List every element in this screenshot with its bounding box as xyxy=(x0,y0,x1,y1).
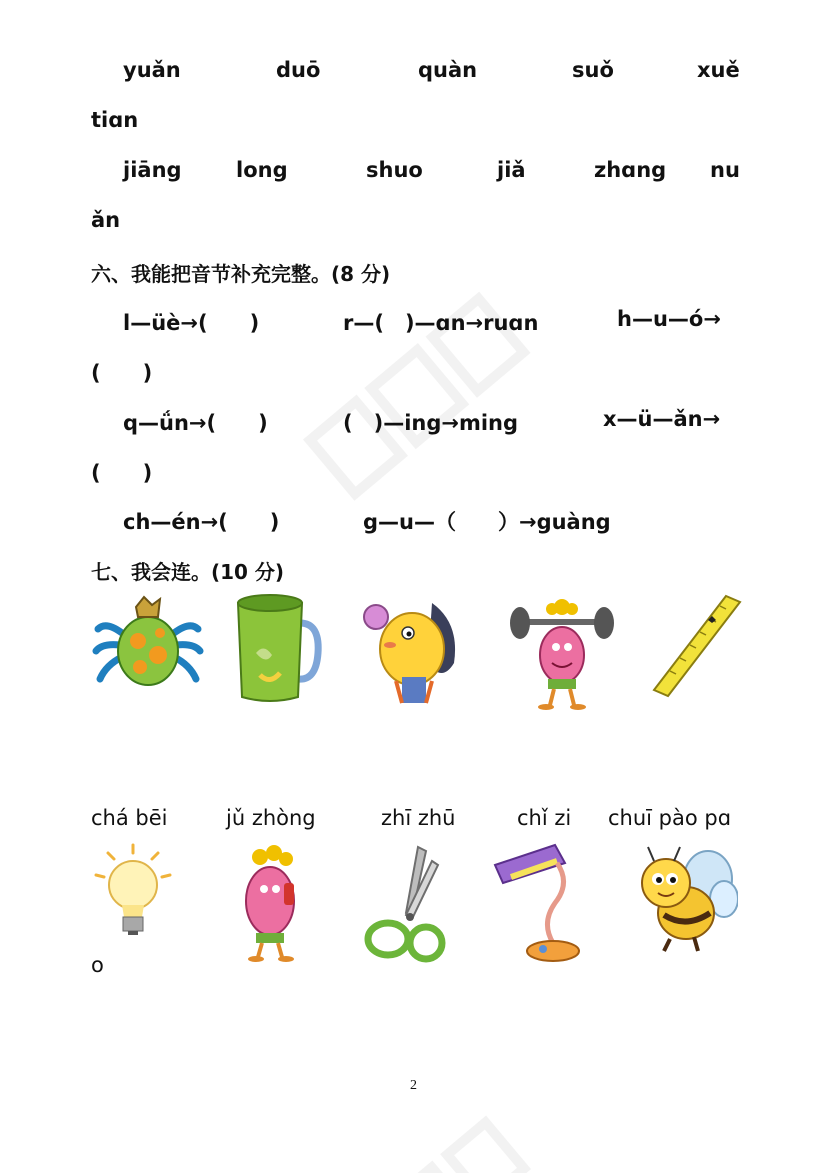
matching-word: jǔ zhòng xyxy=(226,806,316,830)
matching-word: chá bēi xyxy=(91,806,168,830)
light-bulb-picture xyxy=(90,843,176,939)
matching-word: o xyxy=(91,953,104,977)
syllable-exercise: ch—én→( ) xyxy=(123,510,280,534)
bee-picture xyxy=(634,843,738,955)
syllable-exercise: r—( )—ɑn→ruɑn xyxy=(343,311,539,335)
page-number: 2 xyxy=(410,1078,417,1093)
pinyin-word: yuǎn xyxy=(123,58,181,82)
pinyin-word: shuo xyxy=(366,158,423,182)
pinyin-word: suǒ xyxy=(572,58,614,82)
pinyin-word: tiɑn xyxy=(91,108,139,132)
syllable-exercise: h—u—ó→ xyxy=(617,307,721,331)
syllable-exercise: ( )—ing→ming xyxy=(343,411,519,435)
matching-word: chuī pào pɑ xyxy=(608,806,732,830)
pinyin-word: ǎn xyxy=(91,208,121,232)
section-title: 六、我能把音节补充完整。(8 分) xyxy=(91,262,391,286)
pinyin-word: jiāng xyxy=(123,158,182,182)
syllable-exercise: ( ) xyxy=(91,461,153,485)
section-title: 七、我会连。(10 分) xyxy=(91,560,285,584)
watermark-bottom xyxy=(360,1110,560,1173)
matching-word: chǐ zi xyxy=(517,806,572,830)
pinyin-word: nu xyxy=(710,158,740,182)
pinyin-word: quàn xyxy=(418,58,478,82)
pinyin-word: xuě xyxy=(697,58,740,82)
syllable-exercise: g—u—（ ）→guàng xyxy=(363,510,611,534)
flower-phone-picture xyxy=(234,843,308,965)
pinyin-word: zhɑng xyxy=(594,158,667,182)
bug-picture xyxy=(92,593,204,693)
syllable-exercise: l—üè→( ) xyxy=(123,311,260,335)
pinyin-word: long xyxy=(236,158,288,182)
ruler-picture xyxy=(648,592,744,700)
balloon-kid-picture xyxy=(362,593,462,713)
matching-word: zhī zhū xyxy=(381,806,456,830)
pinyin-word: duō xyxy=(276,58,321,82)
pinyin-word: jiǎ xyxy=(497,158,526,182)
mug-picture xyxy=(238,595,318,701)
syllable-exercise: ( ) xyxy=(91,361,153,385)
desk-lamp-picture xyxy=(491,843,591,965)
syllable-exercise: q—ǘn→( ) xyxy=(123,411,268,435)
syllable-exercise: x—ü—ǎn→ xyxy=(603,407,721,431)
scissors-picture xyxy=(362,843,448,965)
weightlifter-picture xyxy=(506,593,618,713)
